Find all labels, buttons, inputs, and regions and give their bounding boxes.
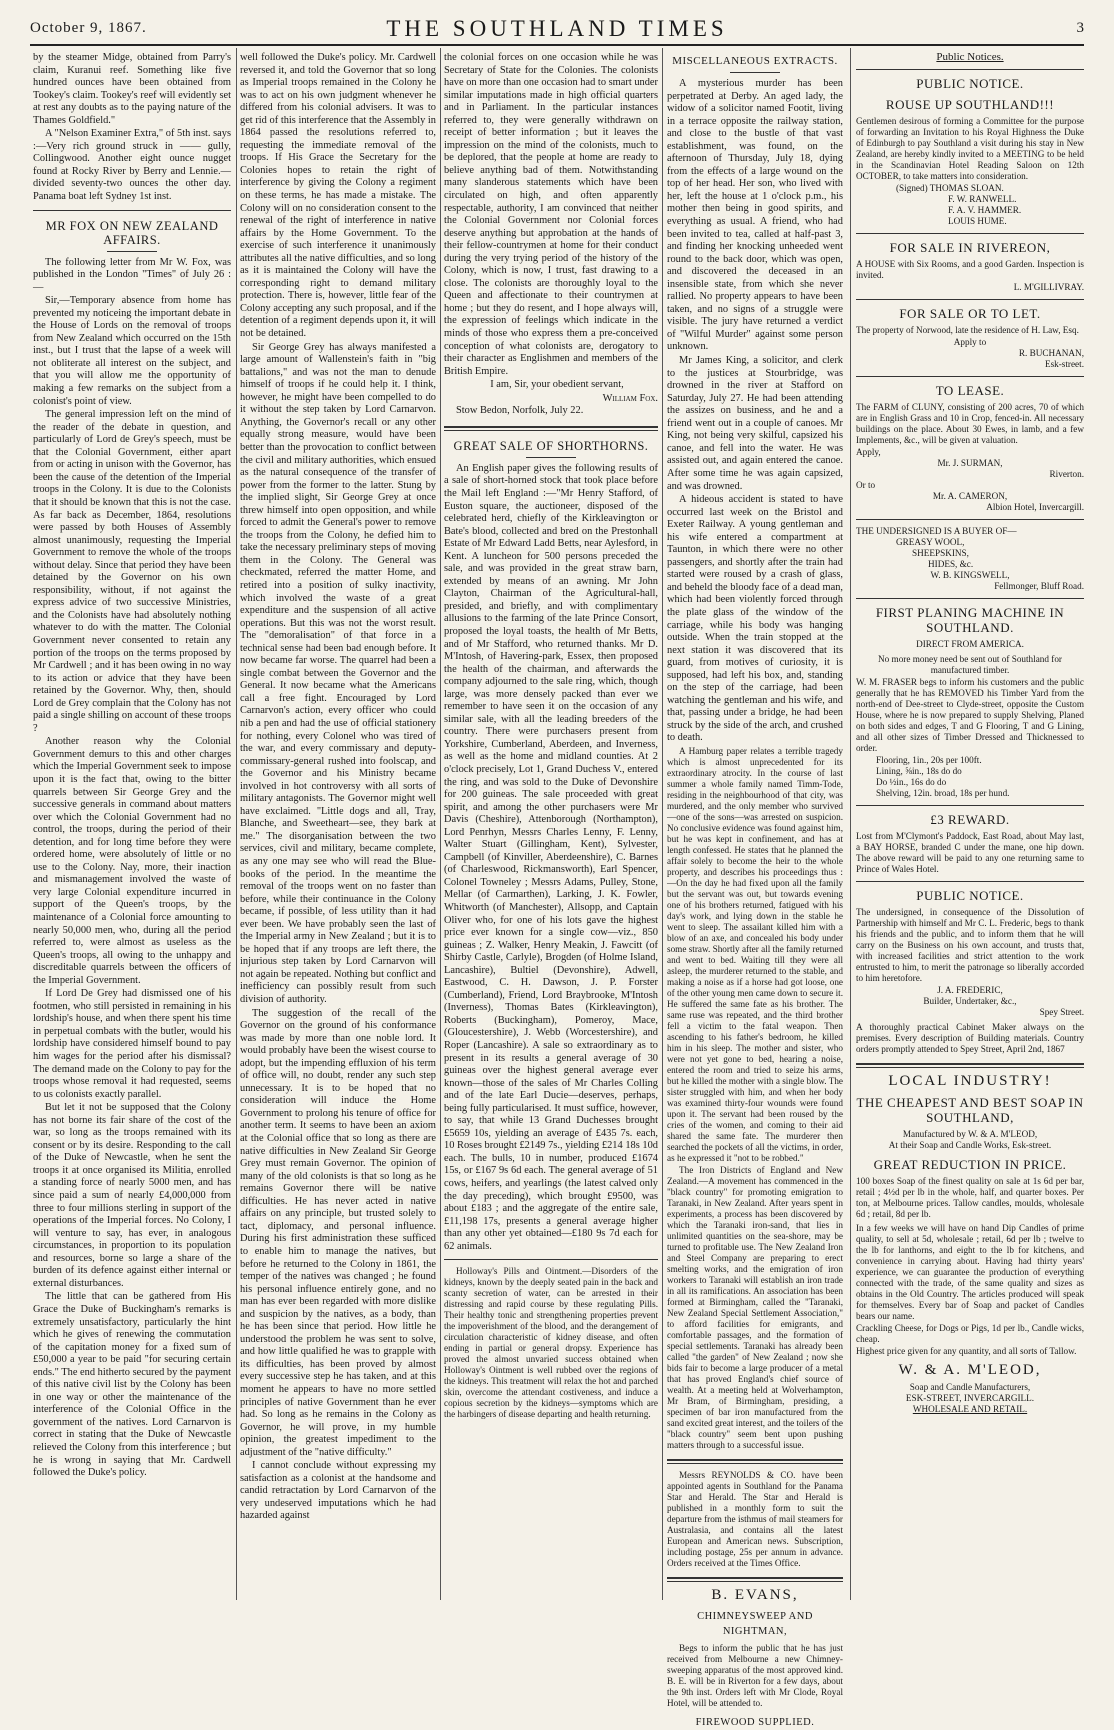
holloway-advert: Holloway's Pills and Ointment.—Disorders of the kidneys, known by the deeply seated pain in the back and scanty secretion of water, can be arrested in their distressing and rapid course by these regulating Pills. Their healthy tonic and strengthening properties prevent the impoverishment of the blood, and the derangement of circulation characteristic of kidney disease, and often ending in partial or general dropsy. Experience has proved the almost unvaried success obtained when Holloway's Ointment is well rubbed over the regions of the kidneys. This treatment will relax the hot and parched skin, overcome the attendant costiveness, and induce a copious secretion by the kidneys—symptoms which are the harbingers of disease departing and health returning. bbox=[444, 1266, 658, 1420]
advert-text: Gentlemen desirous of forming a Committee for the purpose of forwarding an Invitation to his Royal Highness the Duke of Edinburgh to pay Southland a visit during his stay in New Zealand, are hereby kindly invited to a MEETING to be held in the Scandinavian Hotel Reading Saloon on 12th OCTOBER, to take matters into consideration. bbox=[856, 116, 1084, 181]
section-title: Public Notices. bbox=[936, 51, 1004, 63]
divider bbox=[856, 1063, 1084, 1068]
divider bbox=[856, 233, 1084, 234]
price-line: Shelving, 12in. broad, 18s per hund. bbox=[876, 788, 1010, 798]
advert-text: Soap and Candle Manufacturers, bbox=[909, 1382, 1031, 1392]
signature: Mr. J. SURMAN, bbox=[937, 458, 1003, 468]
advert-text: Builder, Undertaker, &c., bbox=[923, 996, 1017, 1006]
divider bbox=[856, 519, 1084, 520]
divider bbox=[856, 69, 1084, 70]
article-heading: GREAT SALE OF SHORTHORNS. bbox=[453, 438, 649, 453]
paragraph: The following letter from Mr W. Fox, was published in the London "Times" of July 26 :— bbox=[33, 256, 231, 293]
address: Spey Street. bbox=[1039, 1007, 1084, 1017]
advert-title: PUBLIC NOTICE. bbox=[916, 888, 1024, 903]
signature: F. A. V. HAMMER. bbox=[948, 205, 1022, 215]
address: Riverton. bbox=[1049, 469, 1084, 479]
article-heading: MISCELLANEOUS EXTRACTS. bbox=[672, 55, 838, 67]
divider bbox=[856, 299, 1084, 300]
advert-title: FIREWOOD SUPPLIED. bbox=[695, 1716, 815, 1728]
divider bbox=[856, 805, 1084, 806]
divider bbox=[667, 1577, 843, 1582]
address: ESK-STREET, INVERCARGILL. bbox=[905, 1393, 1035, 1403]
column-divider bbox=[662, 48, 663, 1600]
column-2 bbox=[240, 52, 436, 1600]
advert-title: LOCAL INDUSTRY! bbox=[888, 1073, 1052, 1089]
address: Esk-street. bbox=[1044, 359, 1084, 369]
advert-text: No more money need be sent out of Southland for manufactured timber. bbox=[878, 654, 1062, 675]
list-item: GREASY WOOL, bbox=[896, 537, 965, 547]
newspaper-title: THE SOUTHLAND TIMES bbox=[386, 16, 728, 41]
divider bbox=[856, 376, 1084, 377]
column-divider bbox=[850, 48, 851, 1600]
signature: (Signed) THOMAS SLOAN. bbox=[896, 183, 1004, 193]
signature: LOUIS HUME. bbox=[948, 216, 1007, 226]
paragraph: the colonial forces on one occasion while he was Secretary of State for the Colonies. The colonists have on more than one occasion had to smart under similar imputations made in high official quarters and in Parliament. In the particular instances referred to, they were generally withdrawn on receipt of better information ; but it leaves the impression on the mind of the colonists, much to be deplored, that the people at home are ready to believe anything bad of them. Notwithstanding many slanderous statements which have been circulated on high, and often apparently respectable, authority, I am convinced that neither the Colonial Government nor Colonial forces deserve anything but approbation at the hands of their fellow-countrymen at home for their conduct during the very trying period of the history of the Colony, which is now, I trust, fast drawing to a close. The colonists are thoroughly loyal to the Queen and affectionate to their countrymen at home ; but they do resent, and I hope always will, the expression of feelings which indicate in the minds of those who express them a pre-conceived conception of what colonists are, derogatory to their character as Englishmen and members of the British Empire. bbox=[444, 52, 658, 377]
advert-text: Or to bbox=[856, 480, 876, 490]
list-item: SHEEPSKINS, bbox=[912, 548, 969, 558]
divider bbox=[33, 210, 231, 211]
advert-text: Manufactured by W. & A. M'LEOD, bbox=[902, 1129, 1038, 1139]
advert-text: The FARM of CLUNY, consisting of 200 acres, 70 of which are in English Grass and 10 in Crop, fenced-in. All necessary buildings on the place. About 30 Ewes, in lamb, and a few Implements, &c., will be given at valuation. bbox=[856, 402, 1084, 445]
paragraph: The suggestion of the recall of the Governor on the ground of his conformance was made by more than one noble lord. It would probably have been the wisest course to adopt, but the impending effluxion of his term of office will, no doubt, render any such step unnecessary. It is to be hoped that no consideration will induce the Home Government to prolong his tenure of office for another term. It seems to have been an axiom at the Colonial office that so long as there are native difficulties in New Zealand Sir George Grey must remain Governor. The opinion of many of the old colonists is that so long as he remains Governor there will be native difficulties. He has never acted in native affairs on any principle, but trusted solely to tact, diplomacy, and personal influence. During his first administration these sufficed to enable him to manage the natives, but before he returned to the Colony in 1861, the temper of the natives was changed ; he found his personal influence entirely gone, and no man has ever been regarded with more dislike and suspicion by the natives, as a body, than he has been since that period. How little he understood the problem he was sent to solve, and how little qualified he was to grapple with its difficulties, has been proved by almost every successive step he has taken, and at this moment he appears to have no more settled principles of native Government than he ever had. So long as he remains in the Colony as Governor, he will prove, in my humble opinion, the greatest impediment to the adjustment of the "native difficulty." bbox=[240, 1007, 436, 1458]
paragraph: A Hamburg paper relates a terrible tragedy which is almost unprecedented for its extraordinary atrocity. In the course of last summer a whole family named Timm-Tode, residing in the neighbourhood of that city, was murdered, and the only member who survived—one of the sons—was arrested on suspicion. No conclusive evidence was found against him, but he was kept in confinement, and has at length confessed. He states that he planned the affair solely to become the heir to the whole property, and describes his proceedings thus :—On the day he had fixed upon all the family but the servant was out, but towards evening one of his brothers returned, fatigued with his day's work, and lying down in the stable he went to sleep. The assailant killed him with a blow of an axe, and concealed his body under some straw. Shortly after all the family returned and went to bed. Waiting till they were all asleep, the murderer returned to the stable, and making a noise as if a horse had got loose, one of the other young men came down to secure it. He suffered the same fate as his brother. The same ruse was repeated, and the third brother fell a victim to the fatal weapon. Then ascending to his father's bedroom, he killed him in his sleep. The mother and sister, who were not yet gone to bed, hearing a noise, entered the room and tried to seize his arms, but he killed the mother with a single blow. The sister struggled with him, and when her body was examined thirty-four wounds were found upon it. The servant had been roused by the cries of the women, and coming to their aid shared the same fate. The murderer then searched the pockets of all the victims, in order, as he expressed it "not to be robbed." bbox=[667, 745, 843, 1163]
signature: J. A. FREDERIC, bbox=[937, 985, 1003, 995]
divider bbox=[526, 457, 576, 458]
letter-place: Stow Bedon, Norfolk, July 22. bbox=[456, 405, 584, 417]
advert-title: PUBLIC NOTICE. bbox=[916, 76, 1024, 91]
page-header bbox=[30, 14, 1084, 42]
advert-title: FIRST PLANING MACHINE IN SOUTHLAND. bbox=[875, 605, 1065, 635]
address: At their Soap and Candle Works, Esk-street. bbox=[888, 1140, 1052, 1150]
address: Albion Hotel, Invercargill. bbox=[986, 502, 1084, 512]
paragraph: well followed the Duke's policy. Mr. Cardwell reversed it, and told the Governor that so long as Imperial troops remained in the Colony he was to act on his own judgment whenever he differed from his colonial advisers. It was to get rid of this interference that the Assembly in 1864 passed the resolutions referred to, requesting the immediate removal of the troops. If His Grace the Secretary for the Colonies hopes to retain the right of interference by giving the Colony a regiment on these terms, he has made a mistake. The Colony will on no consideration consent to the renewal of the right of interference in native affairs by the Home Government. To the exercise of such interference it unanimously attributes all the native difficulties, and so long as it is maintained the Colony will have the corresponding right to demand military protection. There is, however, little fear of the Colony accepting any such proposal, and if the detention of a regiment depends upon it, it will not be detained. bbox=[240, 52, 436, 340]
header-rule bbox=[30, 44, 1084, 46]
advert-subtitle: DIRECT FROM AMERICA. bbox=[916, 639, 1024, 649]
advert-title: B. EVANS, bbox=[711, 1586, 799, 1603]
advert-title: £3 REWARD. bbox=[930, 812, 1010, 827]
paragraph: I cannot conclude without expressing my satisfaction as a colonist at the handsome and candid retractation by Lord Carnarvon of the very undeserved imputations which he had hazarded against bbox=[240, 1460, 436, 1522]
divider bbox=[856, 881, 1084, 882]
advert-title: GREAT REDUCTION IN PRICE. bbox=[873, 1157, 1067, 1172]
paragraph: A mysterious murder has been perpetrated at Derby. An aged lady, the widow of a solicitor named Footit, living in a terrace opposite the railway station, and close to the bustle of that vast establishment, was found, on the afternoon of Thursday, July 18, dying from the effects of a large wound on the top of her head. Her son, who lived with her, left the house at 1 o'clock p.m., his mother then being in good spirits, and everything as usual. A friend, who had been invited to tea, called at half-past 3, and finding her knocking unheeded went round to the back door, which was open, and discovered the deceased in an insensible state, from which she never rallied. No property appears to have been taken, and no signs of a struggle were visible. The jury have returned a verdict of "Wilful Murder" against some person unknown. bbox=[667, 78, 843, 353]
signature: F. W. RANWELL. bbox=[948, 194, 1017, 204]
signature: W. B. KINGSWELL, bbox=[930, 570, 1010, 580]
divider bbox=[856, 598, 1084, 599]
paragraph: The general impression left on the mind of the reader of the debate in question, and particularly of Lord de Grey's speech, must be that the Colonial Government, either apart from or acting in unison with the Governor, has been the cause of the detention of the Imperial troops in the Colony. It is due to the Colonists that it should be known that this is not the case. As far back as December, 1864, resolutions were passed by both Houses of Assembly almost unanimously, requesting the Imperial Government to remove the whole of the troops without delay. Since that period they have been detained by the Governor on his own responsibility, without, if not against the express advice of two successive Ministries, and the Colonists have had absolutely nothing whatever to do with the matter. The Colonial Government never consented to retain any portion of the troops on the terms proposed by Mr Cardwell ; and it has been owing in no way to its action or advice that they have been retained by the Governor. Why, then, should Lord de Grey complain that the Colony has not paid a single shilling on account of these troops ? bbox=[33, 409, 231, 734]
column-4 bbox=[667, 52, 843, 1728]
advert-text: Crackling Cheese, for Dogs or Pigs, 1d per lb., Candle wicks, cheap. bbox=[856, 1323, 1084, 1344]
price-line: Flooring, 1in., 20s per 100ft. bbox=[876, 755, 982, 765]
advert-title: FOR SALE OR TO LET. bbox=[899, 306, 1041, 321]
advert-subtitle: THE CHEAPEST AND BEST SOAP IN SOUTHLAND, bbox=[856, 1095, 1084, 1125]
letter-signature: William Fox. bbox=[602, 392, 658, 404]
advert-subtitle: ROUSE UP SOUTHLAND!!! bbox=[885, 97, 1055, 112]
advert-text: Lost from M'Clymont's Paddock, East Road, about May last, a BAY HORSE, branded C under the mane, one hip down. The above reward will be paid to any one returning same to Prince of Wales Hotel. bbox=[856, 831, 1084, 874]
advert-text: Begs to inform the public that he has just received from Melbourne a new Chimney-sweeping apparatus of the most approved kind. B. E. will be in Riverton for a few days, about the 9th inst. Orders left with Mr Clode, Royal Hotel, will be attended to. bbox=[667, 1642, 843, 1708]
issue-date: October 9, 1867. bbox=[30, 20, 147, 36]
page-number: 3 bbox=[1076, 20, 1084, 36]
advert-text: W. M. FRASER begs to inform his customers and the public generally that he has REMOVED his Timber Yard from the north-end of Dee-street to Clyde-street, opposite the Custom House, where he is now prepared to supply Shelving, Planed on both sides and edges, T and G Flooring, T and G Lining, and all other sizes of Timber Dressed and Thicknessed to order. bbox=[856, 677, 1084, 753]
paragraph: The Iron Districts of England and New Zealand.—A movement has commenced in the "black country" for promoting emigration to Taranaki, in New Zealand. After years spent in experiments, a process has been discovered by which the Taranaki iron-sand, that lies in unlimited quantities on the sea-shore, may be turned to profitable use. The New Zealand Iron and Steel Company are preparing to erect smelting works, and the emigration of iron workers to Taranaki will establish an iron trade in all its ramifications. An association has been formed at Birmingham, called the "Taranaki, New Zealand Special Settlement Association," to afford facilities for emigrants, and comfortable passages, and the formation of special settlements. Taranaki has already been called "the garden" of New Zealand ; now she bids fair to become a large producer of a metal that has proved England's chief source of wealth. At a meeting held at Wolverhampton, Mr Bram, of Birmingham, presiding, a specimen of bar iron manufactured from the sand excited great interest, and the toilers of the "black country" seem bent upon pushing matters through to a successful issue. bbox=[667, 1164, 843, 1450]
paragraph: Sir,—Temporary absence from home has prevented my noticeing the important debate in the House of Lords on the removal of troops from New Zealand which occurred on the 15th inst., but I trust that the lapse of a week will not obliterate all interest on the subject, and that you will allow me the opportunity of making a few remarks on the subject from a colonist's point of view. bbox=[33, 295, 231, 407]
column-1 bbox=[33, 52, 231, 1600]
column-5 bbox=[856, 52, 1084, 1600]
price-line: Lining, ⅝in., 18s do do bbox=[876, 766, 962, 776]
advert-text: Apply to bbox=[953, 337, 987, 347]
paragraph: An English paper gives the following results of a sale of short-horned stock that took place before the Mail left England :—"Mr Henry Stafford, of Euston square, the auctioneer, disposed of the celebrated herd, chiefly of the Kirkleavington or Bate's blood, collected and bred on the Prestonhall Estate of Mr Edward Ladd Betts, near Aylesford, in Kent. A luncheon for 500 persons preceded the sale, and was provided in the great straw barn, extended by means of an awning. Mr John Clayton, Chairman of the Agricultural-hall, presided, and briefly, and with complimentary allusions to the farming of the late Prince Consort, proposed the loyal toasts, the health of Mr Betts, and of Mr Stafford, who returned thanks. Mr D. M'Intosh, of Havering-park, Essex, then proposed the health of the chairman, and afterwards the company adjourned to the sale ring, which, though large, was more densely packed than ever we remember to have seen it on the occasion of any similar sale, with all the leading breeders of the country. There were purchasers present from Yorkshire, Cumberland, Aberdeen, and Inverness, as well as the home and midland counties. At 2 o'clock precisely, Lot 1, Grand Duchess V., entered the ring, and was sold to the Duke of Devonshire for 200 guineas. The sale proceeded with great spirit, and among the other purchasers were Mr Davis (Cheshire), Attenborough (Northampton), Lord Penrhyn, Messrs Charles Lenny, F. Lenny, Walter Stuart (Gillingham, Kent), Sylvester, Campbell (of Kinviller, Aberdeenshire), C. Barnes (of Charleswood, Rickmansworth), Earl Spencer, Colonel Towneley ; Messrs Adams, Pulley, Stone, Mellar (of Carmarthen), Larking, J. K. Fowler, Whitworth (of Manchester), Allsopp, and Captain Oliver who, for one of his lots gave the highest price ever known for a single cow—viz., 850 guineas ; Z. Walker, Henry Meakin, J. Fawcitt (of Shirby Castle, Carlyle), Brogden (of Holme Island, Lancashire), Bultiel (Devonshire), Adwell, Eastwood, C. H. Dawson, J. P. Forster (Cumberland), Friend, Lord Braybrooke, M'Intosh (Inverness), Thomas Bates (Kirkleavington), Roberts (Buckingham), Pomeroy, Mace, (Gloucestershire), J. Webb (Worcestershire), and Roper (Lancashire). A sale so extraordinary as to present in its results a general average of 30 guineas over the highest general average ever known—those of the sales of Mr Charles Colling and of the late Earl Ducie—deserves, perhaps, being fully particularised. It must suffice, however, to say, that while 13 Grand Duchesses brought £5659 10s, yielding an average of £435 7s. each, 10 Roses brought £2149 7s., yielding £214 18s 10d each. The bulls, 10 in number, produced £1674 15s, or £167 9s 6d each. The general average of 51 cows, heifers, and yearlings (the latest calved only the day preceding), which brought £9500, was about £183 ; and the aggregate of the entire sale, £11,198 17s, presents a general average higher than any other yet obtained—£180 9s 7d each for 62 animals. bbox=[444, 462, 658, 1252]
paragraph: The little that can be gathered from His Grace the Duke of Buckingham's remarks is extremely unsatisfactory, particularly the hint which he gives of renewing the commutation of the capitation money for a fixed sum of £50,000 a year to be paid "for securing certain ends." The end hitherto secured by the payment of this native civil list by the Colony has been in one way or other the maintenance of the interference of the Colonial Office in the government of the natives. Lord Carnarvon is correct in stating that the Duke of Newcastle relieved the Colony from this interference ; but he is wrong in saying that Mr. Cardwell followed the Duke's policy. bbox=[33, 1291, 231, 1479]
advert-text: 100 boxes Soap of the finest quality on sale at 1s 6d per bar, retail ; 4½d per lb in the whole, half, and quarter boxes. Per ton, at Melbourne prices. Tallow candles, moulds, wholesale 6d ; retail, 8d per lb. bbox=[856, 1176, 1084, 1219]
paragraph: by the steamer Midge, obtained from Parry's claim, Kuranui reef. Something like five hundred ounces have been obtained from Tookey's claim. Tookey's reef will evidently set at rest any doubts as to the paying nature of the Thames Goldfield." bbox=[33, 52, 231, 126]
article-heading: MR FOX ON NEW ZEALAND AFFAIRS. bbox=[45, 218, 219, 247]
signature: Mr. A. CAMERON, bbox=[932, 491, 1008, 501]
column-3 bbox=[444, 52, 658, 1600]
paragraph: But let it not be supposed that the Colony has not borne its fair share of the cost of the war, so long as the troops remained with its consent or by its desire. Responding to the call of the Duke of Newcastle, when he sent the troops it at once organised its Militia, enrolled a standing force of nearly 5000 men, and has since paid a sum of nearly £4,000,000 from three to four millions sterling in support of the operations of the Imperial forces. No Colony, I will venture to say, has ever, in analogous circumstances, in proportion to its population and resources, borne so large a share of the burden of its defence against either internal or external disturbances. bbox=[33, 1102, 231, 1289]
letter-closing: I am, Sir, your obedient servant, bbox=[490, 379, 624, 391]
advert-text: A thoroughly practical Cabinet Maker always on the premises. Every description of Building materials. Country orders promptly attended to Spey Street, April 2nd, 1867 bbox=[856, 1022, 1084, 1054]
advert-text: Apply, bbox=[856, 447, 881, 457]
reynolds-advert: Messrs REYNOLDS & CO. have been appointed agents in Southland for the Panama Star and Herald. The Star and Herald is published in a monthly form to suit the departure from the isthmus of mail steamers for Australasia, and contains all the latest European and American news. Subscription, including postage, 25s per annum in advance. Orders received at the Times Office. bbox=[667, 1469, 843, 1568]
paragraph: Sir George Grey has always manifested a large amount of Wallenstein's faith in "big battalions," and was not the man to denude himself of troops if he could help it. I think, however, he might have been compelled to do it without the step taken by Lord Carnarvon. Anything, the Governor's recall or any other equally strong measure, would have been better than the provocation to conflict between the civil and military authorities, which ensued as the natural consequence of the transfer of power from the former to the latter. Stung by the implied slight, Sir George Grey at once threw himself into open opposition, and while forced to admit the General's power to remove the troops from the Colony, he defied him to take the necessary preliminary steps of moving them in the Colony. The General was checkmated, referred the matter Home, and retired into a position of sulky inactivity, which involved the waste of a great expenditure and the suspension of all active operations. But this was not the worst result. The "demoralisation" of that force in a technical sense had been bad enough before. It now became far worse. The quarrel had been a single combat between the Governor and the General. It now became what the Americans call a free fight. Encouraged by Lord Carnarvon's action, every officer who could nib a pen and had the use of official stationery for nothing, every Colonel who was tired of the war, and every commissary and deputy-commissary-general rushed into foolscap, and the Governor and his Ministry became involved in hot controversy with all sorts of military antagonists. The Governor might well have exclaimed. "Little dogs and all, Tray, Blanche, and Sweetheart—see, they bark at me." The disorganisation between the two services, civil and military, became complete, as any one may see who will read the Blue-books of the period. In the meantime the removal of the troops went on no faster than before, while their continuance in the Colony became, if possible, of less utility than it had ever been. We have probably seen the last of the Imperial army in New Zealand ; but it is to be hoped that if any troops are left there, the injurious step taken by Lord Carnarvon will not again be repeated. Nothing but conflict and inefficiency can possibly result from such division of authority. bbox=[240, 341, 436, 1006]
paragraph: Another reason why the Colonial Government demurs to this and other charges which the Imperial Government seek to impose upon it is the fact that, owing to the bitter quarrels between Sir George Grey and the successive generals in command about matters over which the Colonial Government had no control, the troops, during the period of their detention, and for long time before they were ordered home, were absolutely of little or no use to the Colony. Nay, more, their inaction and mismanagement involved the waste of very large Colonial expenditure incurred in support of the Queen's troops, by the maintenance of a Colonial force amounting to nearly 50,000 men, who, during all the period referred to, were almost as useless as the Queen's troops, all owing to the unhappy and discreditable quarrels between the officers of the Imperial Government. bbox=[33, 736, 231, 986]
advert-text: WHOLESALE AND RETAIL. bbox=[912, 1404, 1028, 1414]
paragraph: Mr James King, a solicitor, and clerk to the justices at Stourbridge, was drowned in the river at Stafford on Saturday, July 27. He had been attending the assizes on business, and he and a friend went out in a couple of canoes. Mr King, not being very skilful, capsized his canoe, and fell into the water. He was assisted out, and again entered the canoe. After some time he was again capsized, and was drowned. bbox=[667, 355, 843, 492]
signature: L. M'GILLIVRAY. bbox=[1013, 282, 1084, 292]
signature: R. BUCHANAN, bbox=[1018, 348, 1084, 358]
column-divider bbox=[236, 48, 237, 1600]
advert-text: The undersigned, in consequence of the Dissolution of Partnership with himself and Mr C. L. Frederic, begs to thank his friends and the public, and to inform them that he will carry on the Business on his own account, and trusts that, with increased facilities and strict attention to the work entrusted to him, to merit the patronage so liberally accorded to him heretofore. bbox=[856, 907, 1084, 983]
divider bbox=[667, 1459, 843, 1464]
divider bbox=[444, 1259, 658, 1260]
divider bbox=[730, 72, 780, 73]
price-line: Do ½in., 16s do do bbox=[876, 777, 947, 787]
paragraph: A hideous accident is stated to have occurred last week on the Bristol and Exeter Railway. A young gentleman and his wife entered a compartment at Taunton, in which there were no other passengers, and shortly after the train had started were roused by a crash of glass, and beheld the bloody face of a dead man, which had been violently forced through the plate glass of the window of the carriage, while his body was hanging outside. When the train stopped at the next station it was discovered that its guard, from motives of curiosity, it is supposed, had left his box, and, standing on the step of the carriage, had been watching the gentleman and his wife, and that, passing under a bridge, he had been struck by the side of the arch, and crushed to death. bbox=[667, 494, 843, 744]
column-divider bbox=[440, 48, 441, 1600]
divider bbox=[444, 426, 658, 431]
advert-text: In a few weeks we will have on hand Dip Candles of prime quality, to sell at 5d, wholesale ; retail, 6d per lb ; twelve to the lb for lanthorns, and eight to the lb for kitchens, and convenience in carrying about. Having had thirty years' experience, we can guarantee the production of everything connected with the trade, of the same quality and sizes as obtains in the Old Country. The articles produced will speak for themselves. Every bar of Soap and packet of Candles bears our name. bbox=[856, 1223, 1084, 1321]
advert-subtitle: CHIMNEYSWEEP AND NIGHTMAN, bbox=[697, 1610, 813, 1637]
paragraph: A "Nelson Examiner Extra," of 5th inst. says :—Very rich ground struck in —— gully, Collingwood. Another eight ounce nugget found at Rocky River by Berry and Lennie.—divided seventy-two ounces the other day. Panama boat left Sydney 1st inst. bbox=[33, 128, 231, 203]
advert-text: The property of Norwood, late the residence of H. Law, Esq. bbox=[856, 325, 1079, 335]
paragraph: If Lord De Grey had dismissed one of his footmen, who still persisted in remaining in his lordship's house, and when there spent his time in perpetual combats with the butler, would his lordship have considered himself bound to pay him wages for the period after his dismissal? The demand made on the Colony to pay for the troops whose removal it had requested, seems to us colonists exactly parallel. bbox=[33, 988, 231, 1100]
list-item: HIDES, &c. bbox=[928, 559, 974, 569]
advert-title: TO LEASE. bbox=[935, 383, 1005, 398]
advert-title: FOR SALE IN RIVEREON, bbox=[889, 240, 1051, 255]
advert-title: W. & A. M'LEOD, bbox=[898, 1362, 1042, 1378]
advert-text: A HOUSE with Six Rooms, and a good Garden. Inspection is invited. bbox=[856, 259, 1084, 280]
divider bbox=[107, 251, 157, 252]
advert-title: THE UNDERSIGNED IS A BUYER OF— bbox=[856, 526, 1017, 536]
address: Fellmonger, Bluff Road. bbox=[994, 581, 1084, 591]
advert-text: Highest price given for any quantity, and all sorts of Tallow. bbox=[856, 1346, 1077, 1356]
